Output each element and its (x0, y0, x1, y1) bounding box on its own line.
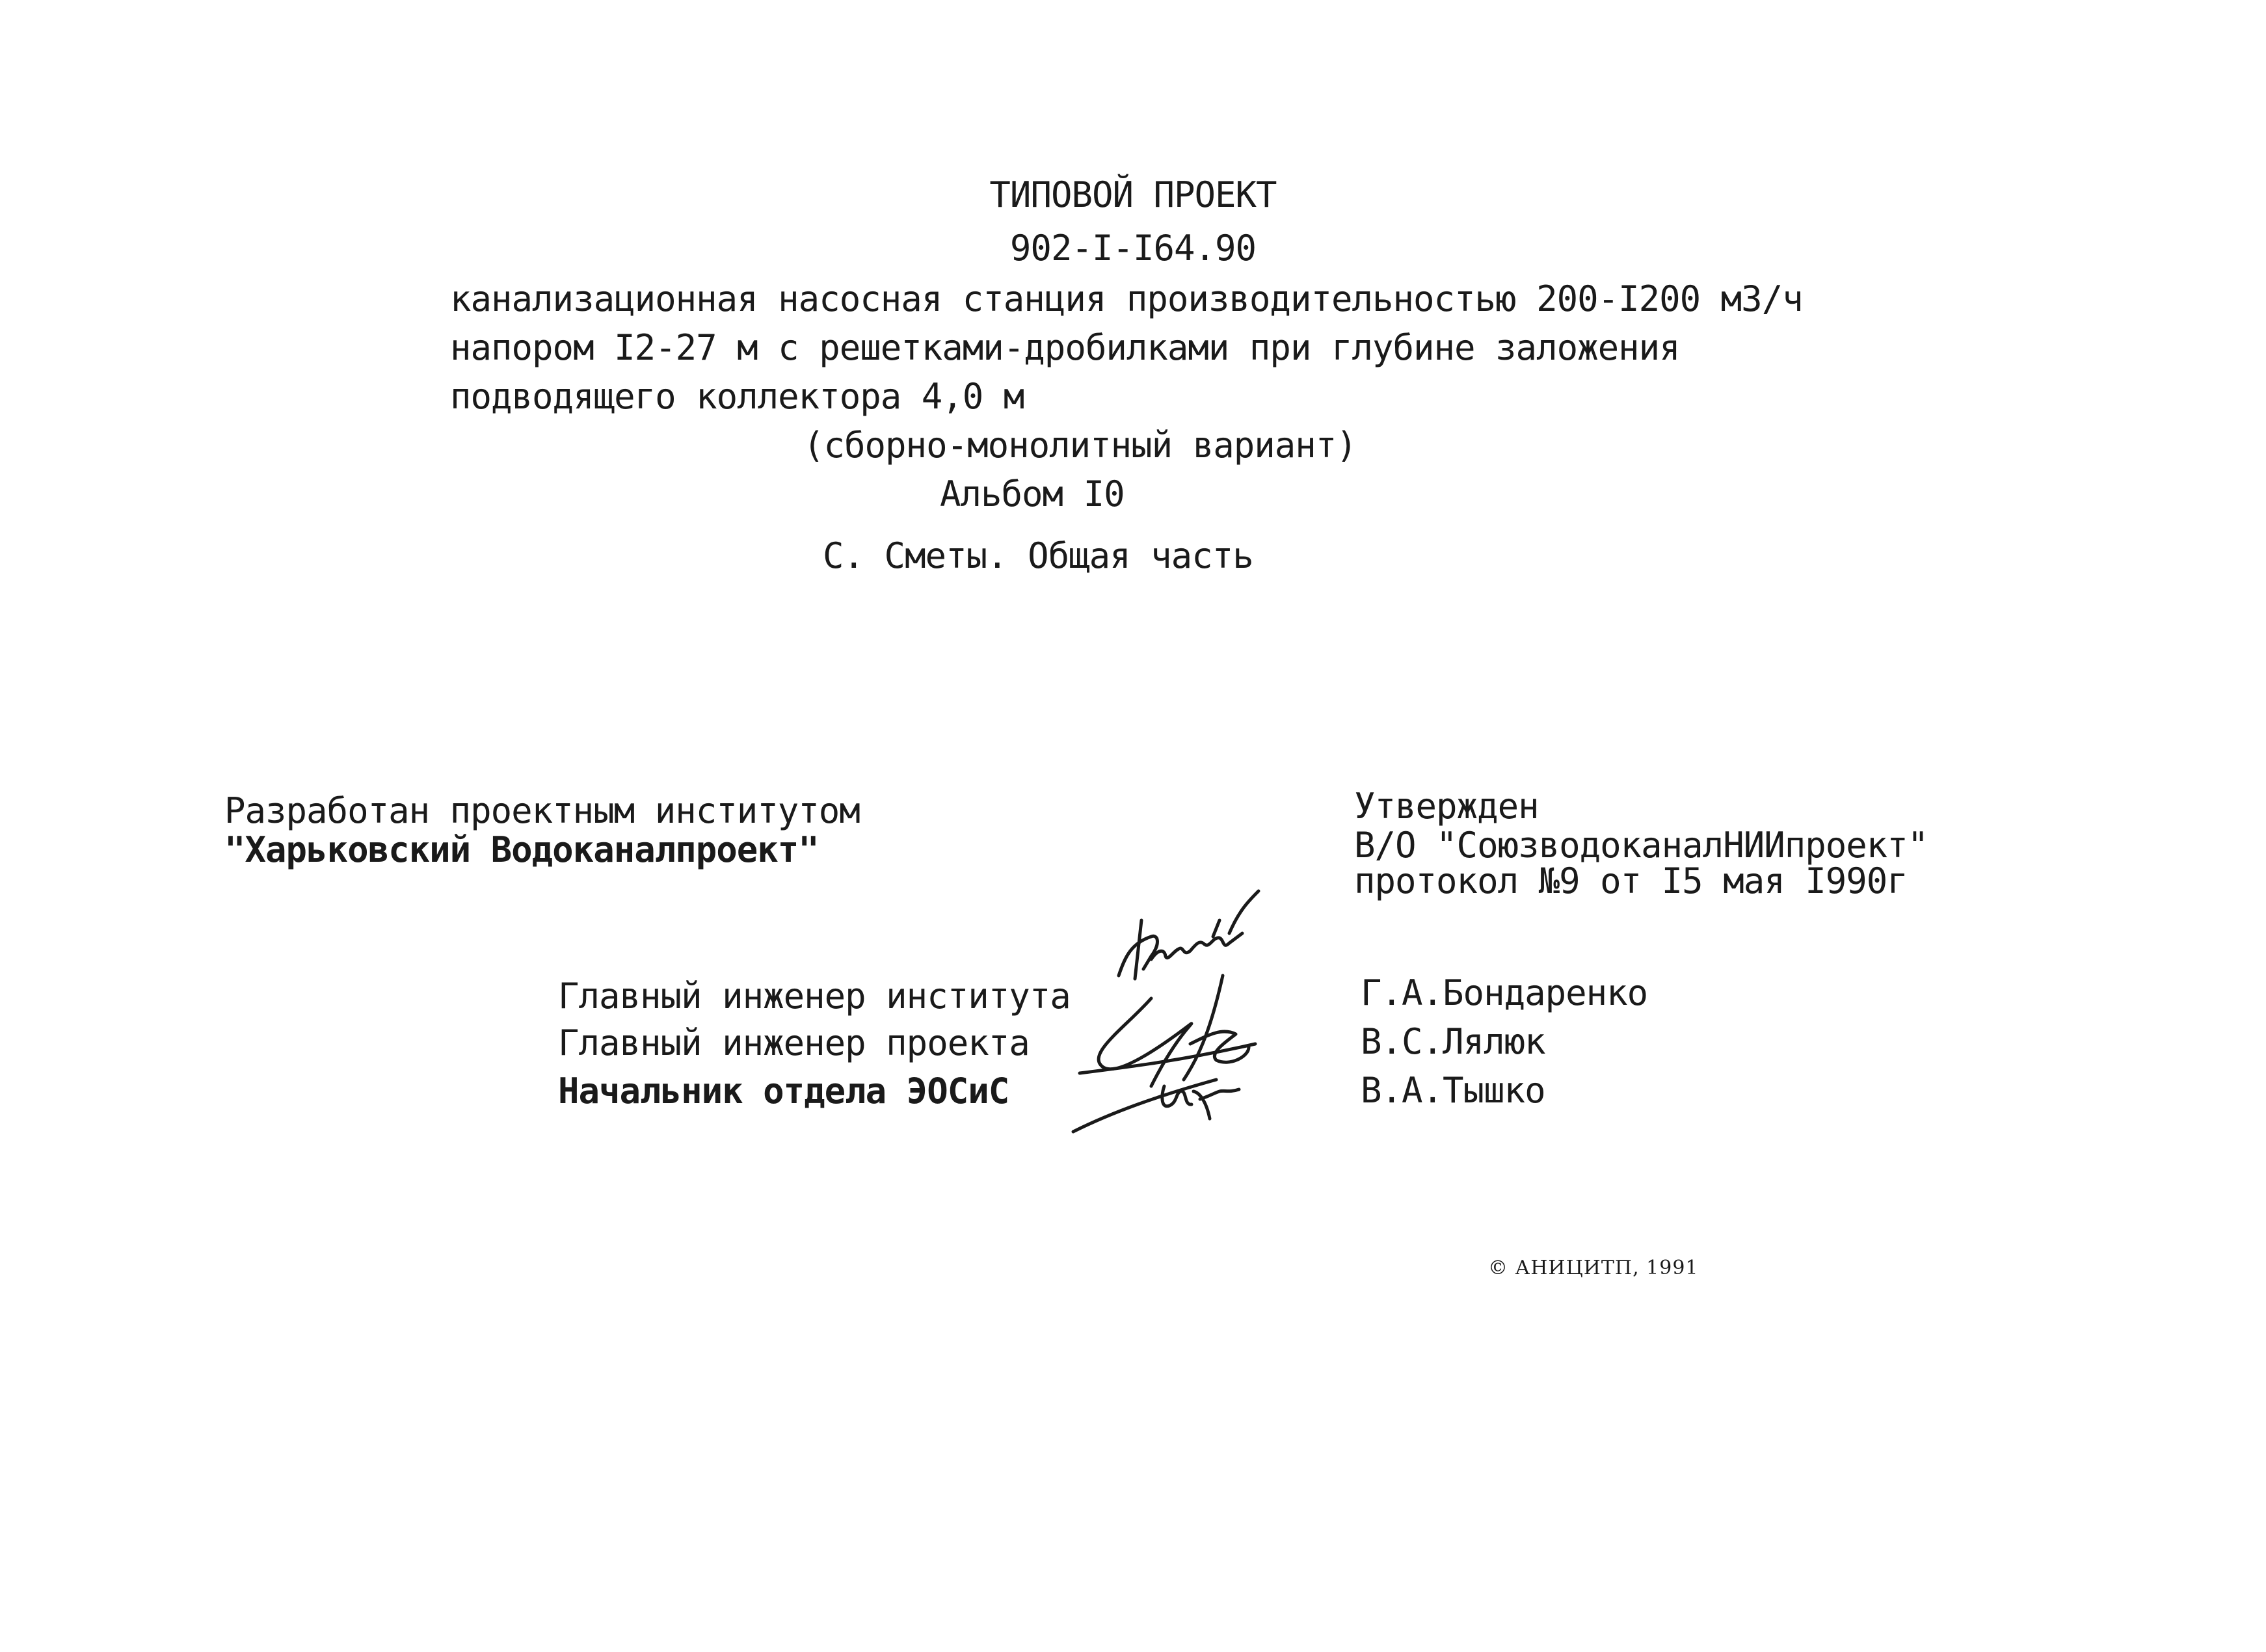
signature-1-stroke-3 (1151, 933, 1242, 959)
signatory-name-1: Г.А.Бондаренко (1361, 972, 1648, 1013)
variant-line: (сборно-монолитный вариант) (803, 425, 1357, 466)
section-line: С. Сметы. Общая часть (823, 535, 1253, 576)
signatures-graphic (1054, 872, 1327, 1145)
developer-line-1: Разработан проектным институтом (224, 790, 860, 831)
signatory-name-3: В.А.Тышко (1361, 1070, 1545, 1111)
signatory-position-2: Главный инженер проекта (558, 1022, 1030, 1063)
signature-1-stroke-5 (1213, 920, 1220, 937)
signatory-name-2: В.С.Лялюк (1361, 1021, 1545, 1062)
signature-3-stroke-4 (1200, 1089, 1239, 1099)
copyright-stamp: © АНИЦИТП, 1991 (1488, 1257, 1699, 1279)
description-line-2: напором I2-27 м с решетками-дробилками при глубине заложения (450, 327, 1680, 368)
description-line-3: подводящего коллектора 4,0 м (450, 376, 1024, 417)
project-heading: ТИПОВОЙ ПРОЕКТ (989, 174, 1277, 215)
approval-line-3: протокол №9 от I5 мая I990г (1354, 860, 1908, 901)
signature-3-stroke-1 (1073, 1080, 1216, 1132)
approval-line-1: Утвержден (1354, 786, 1539, 827)
description-line-1: канализационная насосная станция производительностью 200-I200 м3/ч (450, 278, 1803, 319)
signatory-position-3: Начальник отдела ЭОСиС (558, 1071, 1009, 1112)
developer-line-2: "Харьковский Водоканалпроект" (224, 829, 819, 870)
album-line: Альбом I0 (940, 473, 1125, 514)
signature-1-stroke-4 (1229, 891, 1259, 933)
signature-1-stroke-2 (1135, 920, 1141, 979)
signature-2-stroke-1 (1099, 998, 1192, 1086)
project-code: 902-I-I64.90 (1009, 228, 1257, 269)
approval-line-2: В/О "СоюзводоканалНИИпроект" (1354, 825, 1928, 866)
signatory-position-1: Главный инженер института (558, 976, 1071, 1017)
